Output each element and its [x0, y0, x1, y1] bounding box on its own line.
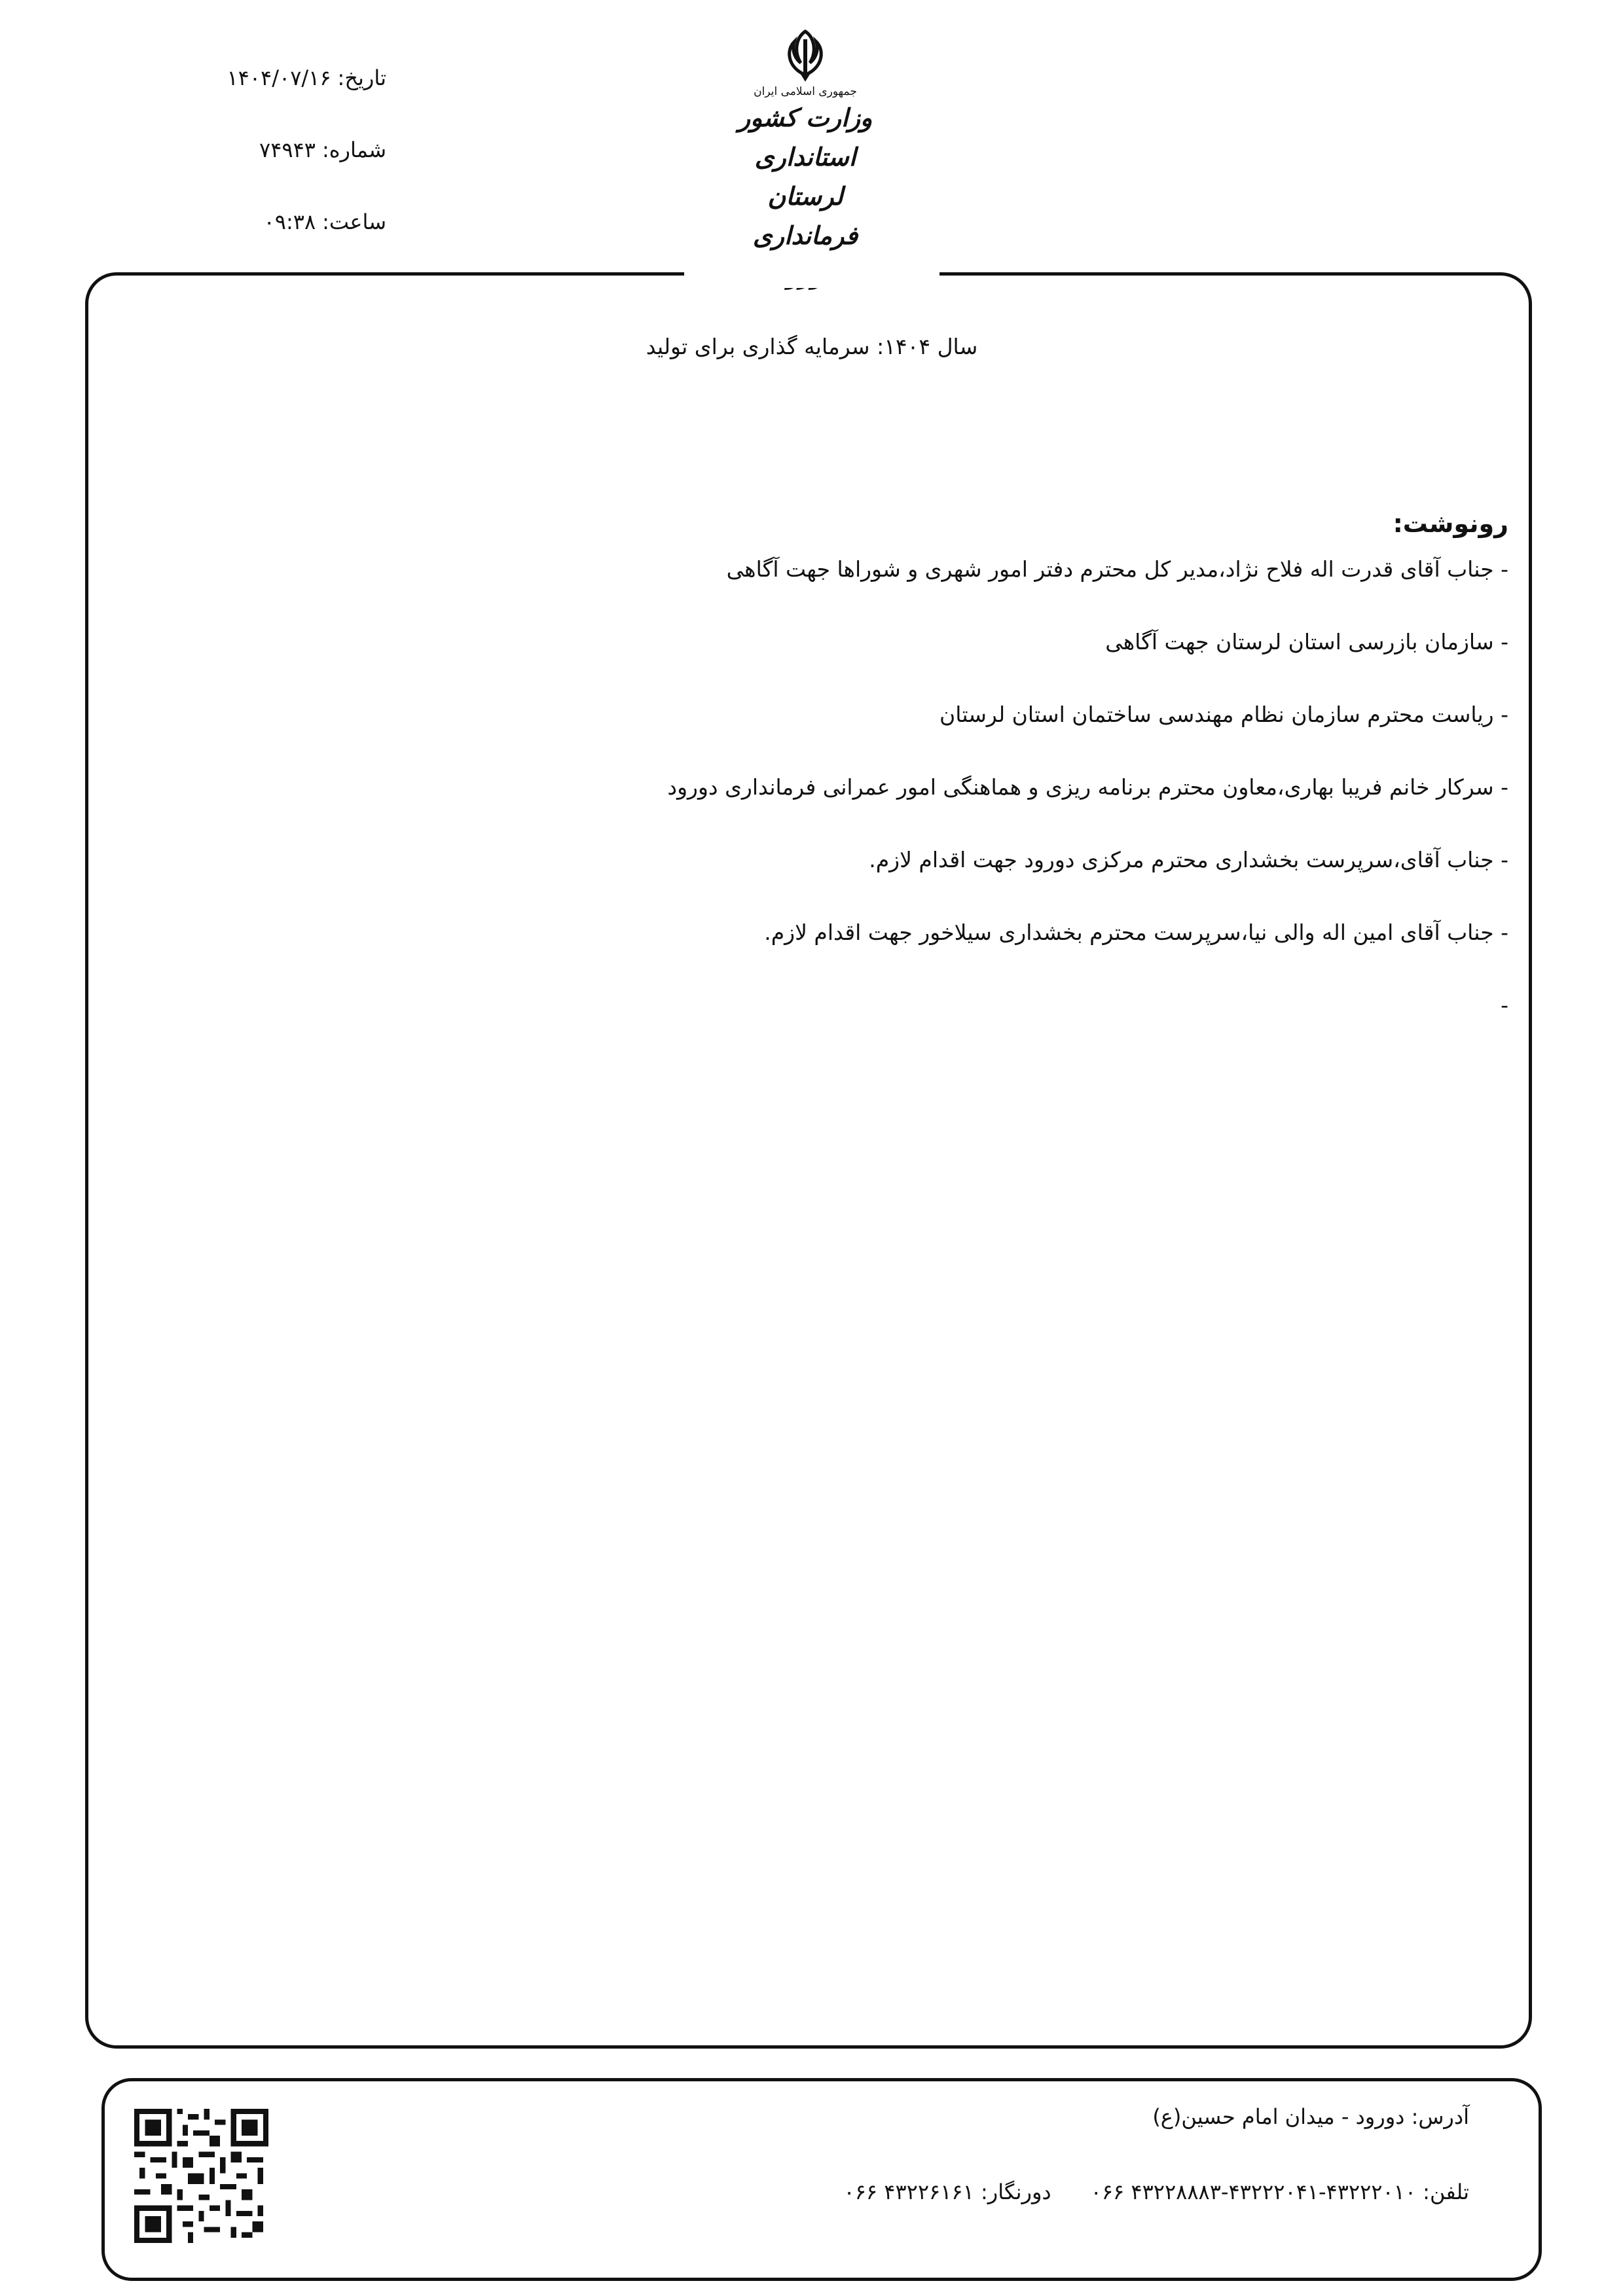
cc-item: - ریاست محترم سازمان نظام مهندسی ساختمان استان لرستان	[939, 702, 1508, 727]
org-governorate: فرمانداری	[752, 221, 858, 250]
cc-item: - سازمان بازرسی استان لرستان جهت آگاهی	[1105, 629, 1508, 655]
cc-title: رونوشت:	[1393, 509, 1508, 538]
number-value: ۷۴۹۴۳	[259, 137, 316, 162]
frame-gap	[684, 262, 939, 288]
letter-number	[190, 137, 386, 162]
cc-item: - جناب آقای،سرپرست بخشداری محترم مرکزی دورود جهت اقدام لازم.	[869, 847, 1508, 872]
date-value: ۱۴۰۴/۰۷/۱۶	[227, 65, 331, 90]
number-label: شماره:	[321, 137, 386, 162]
org-ministry: وزارت کشور	[738, 103, 873, 132]
time-value: ۰۹:۳۸	[263, 209, 316, 234]
org-province: استانداری لرستان	[754, 142, 856, 211]
cc-list	[199, 556, 1508, 1065]
iran-emblem-icon	[776, 26, 835, 85]
date-label: تاریخ:	[337, 65, 386, 90]
footer-address: آدرس: دورود - میدان امام حسین(ع)	[1152, 2104, 1469, 2129]
year-slogan: سال ۱۴۰۴: سرمایه گذاری برای تولید	[646, 334, 978, 359]
footer-contacts	[844, 2179, 1469, 2204]
qr-code-icon	[134, 2109, 268, 2243]
cc-item: -	[1501, 992, 1508, 1018]
letter-body-frame	[85, 272, 1532, 2049]
cc-item: - سرکار خانم فریبا بهاری،معاون محترم برنامه ریزی و هماهنگی امور عمرانی فرمانداری دورود	[667, 774, 1508, 800]
letterhead-emblem	[727, 26, 884, 262]
cc-item: - جناب آقای قدرت اله فلاح نژاد،مدیر کل محترم دفتر امور شهری و شوراها جهت آگاهی	[726, 556, 1508, 582]
time-label: ساعت:	[322, 209, 386, 234]
footer-phone: تلفن: ۴۳۲۲۲۰۱۰-۴۳۲۲۲۰۴۱-۴۳۲۲۸۸۸۳ ۰۶۶	[1090, 2179, 1469, 2204]
letter-date	[190, 65, 386, 90]
cc-item: - جناب آقای امین اله والی نیا،سرپرست محترم بخشداری سیلاخور جهت اقدام لازم.	[764, 920, 1508, 945]
footer-fax: دورنگار: ۴۳۲۲۶۱۶۱ ۰۶۶	[843, 2179, 1051, 2204]
letter-time	[190, 209, 386, 234]
republic-label: جمهوری اسلامی ایران	[754, 85, 857, 98]
